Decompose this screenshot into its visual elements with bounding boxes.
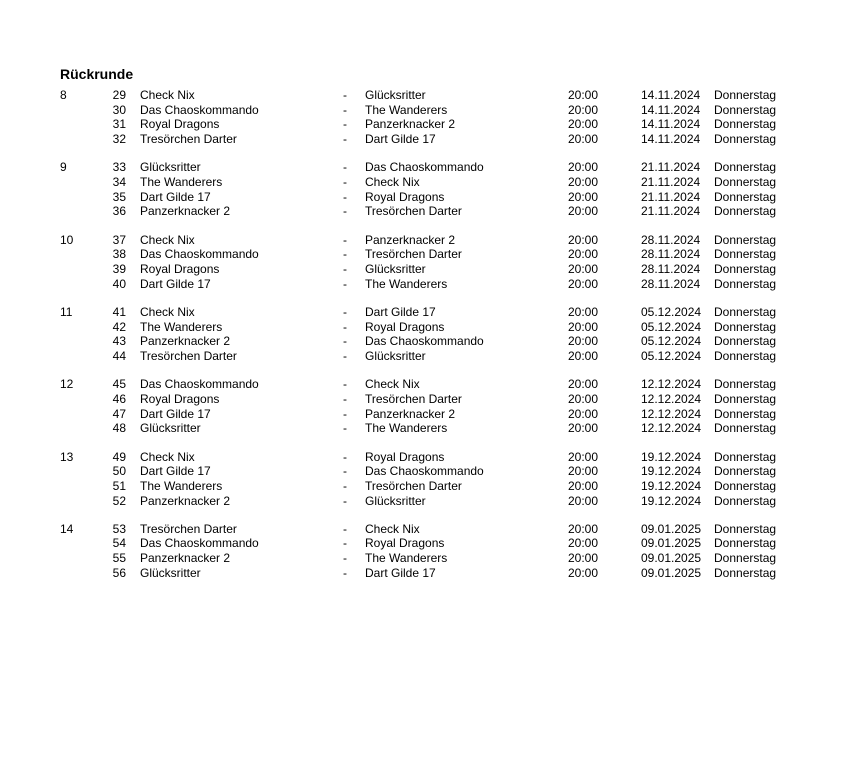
- away-team: Panzerknacker 2: [365, 232, 456, 247]
- match-row: [0, 233, 860, 248]
- match-row: [0, 277, 860, 292]
- match-date: 19.12.2024: [641, 449, 702, 464]
- match-time: 20:00: [568, 88, 599, 102]
- match-row: [0, 334, 860, 349]
- versus-separator: -: [343, 377, 347, 392]
- versus-separator: -: [343, 247, 347, 262]
- away-team: The Wanderers: [365, 421, 448, 436]
- match-date: 05.12.2024: [641, 348, 702, 363]
- match-date: 21.11.2024: [641, 160, 701, 175]
- match-row: [0, 349, 860, 364]
- match-number: 44: [112, 348, 126, 363]
- home-team: Dart Gilde 17: [140, 406, 211, 421]
- versus-separator: -: [343, 304, 347, 319]
- match-date: 12.12.2024: [641, 406, 702, 421]
- match-weekday: Donnerstag: [714, 377, 777, 392]
- match-row: [0, 117, 860, 132]
- match-date: 12.12.2024: [641, 421, 702, 436]
- match-weekday: Donnerstag: [714, 565, 777, 580]
- match-time: 20:00: [568, 247, 599, 262]
- match-time: 20:00: [568, 132, 599, 147]
- versus-separator: -: [343, 174, 347, 189]
- match-date: 14.11.2024: [641, 88, 701, 102]
- versus-separator: -: [343, 406, 347, 421]
- match-number: 34: [112, 174, 126, 189]
- home-team: Panzerknacker 2: [140, 334, 231, 349]
- away-team: Panzerknacker 2: [365, 117, 456, 132]
- match-date: 14.11.2024: [641, 102, 701, 117]
- match-date: 28.11.2024: [641, 247, 701, 262]
- match-time: 20:00: [568, 348, 599, 363]
- match-time: 20:00: [568, 493, 599, 508]
- match-number: 30: [112, 102, 126, 117]
- match-time: 20:00: [568, 406, 599, 421]
- match-row: [0, 132, 860, 147]
- versus-separator: -: [343, 117, 347, 132]
- away-team: Dart Gilde 17: [365, 132, 436, 147]
- match-time: 20:00: [568, 377, 599, 392]
- match-number: 54: [112, 536, 126, 551]
- home-team: Check Nix: [140, 232, 195, 247]
- versus-separator: -: [343, 102, 347, 117]
- match-date: 21.11.2024: [641, 204, 701, 219]
- match-weekday: Donnerstag: [714, 160, 777, 175]
- versus-separator: -: [343, 565, 347, 580]
- home-team: Royal Dragons: [140, 117, 220, 132]
- match-number: 45: [112, 377, 126, 392]
- home-team: The Wanderers: [140, 174, 223, 189]
- round-block: [0, 305, 860, 364]
- match-date: 28.11.2024: [641, 276, 701, 291]
- home-team: Das Chaoskommando: [140, 377, 259, 392]
- match-row: [0, 566, 860, 581]
- away-team: Dart Gilde 17: [365, 304, 436, 319]
- away-team: Tresörchen Darter: [365, 391, 462, 406]
- match-number: 55: [112, 551, 126, 566]
- home-team: Dart Gilde 17: [140, 276, 211, 291]
- match-weekday: Donnerstag: [714, 334, 777, 349]
- versus-separator: -: [343, 536, 347, 551]
- away-team: Glücksritter: [365, 493, 426, 508]
- match-date: 12.12.2024: [641, 391, 702, 406]
- home-team: Glücksritter: [140, 421, 201, 436]
- match-number: 48: [112, 421, 126, 436]
- versus-separator: -: [343, 551, 347, 566]
- away-team: Tresörchen Darter: [365, 204, 462, 219]
- home-team: Panzerknacker 2: [140, 493, 231, 508]
- match-row: [0, 305, 860, 320]
- away-team: Dart Gilde 17: [365, 565, 436, 580]
- match-time: 20:00: [568, 189, 599, 204]
- match-date: 21.11.2024: [641, 189, 701, 204]
- match-time: 20:00: [568, 304, 599, 319]
- match-weekday: Donnerstag: [714, 261, 777, 276]
- match-row: [0, 421, 860, 436]
- match-weekday: Donnerstag: [714, 449, 777, 464]
- match-time: 20:00: [568, 319, 599, 334]
- match-weekday: Donnerstag: [714, 493, 777, 508]
- versus-separator: -: [343, 232, 347, 247]
- match-date: 19.12.2024: [641, 464, 702, 479]
- match-date: 14.11.2024: [641, 132, 701, 147]
- match-weekday: Donnerstag: [714, 304, 777, 319]
- match-time: 20:00: [568, 102, 599, 117]
- home-team: Dart Gilde 17: [140, 464, 211, 479]
- spieltag-number: 11: [60, 304, 73, 319]
- away-team: Glücksritter: [365, 348, 426, 363]
- away-team: Tresörchen Darter: [365, 247, 462, 262]
- match-number: 56: [112, 565, 126, 580]
- match-date: 09.01.2025: [641, 536, 702, 551]
- match-number: 33: [112, 160, 126, 175]
- spieltag-number: 13: [60, 449, 74, 464]
- round-block: [0, 522, 860, 581]
- spieltag-number: 10: [60, 232, 74, 247]
- away-team: Das Chaoskommando: [365, 464, 484, 479]
- home-team: Royal Dragons: [140, 391, 220, 406]
- round-block: [0, 88, 860, 147]
- versus-separator: -: [343, 521, 347, 536]
- home-team: Royal Dragons: [140, 261, 220, 276]
- match-number: 46: [112, 391, 126, 406]
- match-row: [0, 392, 860, 407]
- away-team: Royal Dragons: [365, 189, 445, 204]
- match-number: 29: [112, 88, 126, 102]
- match-weekday: Donnerstag: [714, 391, 777, 406]
- match-number: 37: [112, 232, 126, 247]
- match-date: 09.01.2025: [641, 565, 702, 580]
- match-row: [0, 262, 860, 277]
- match-number: 42: [112, 319, 126, 334]
- versus-separator: -: [343, 160, 347, 175]
- away-team: Panzerknacker 2: [365, 406, 456, 421]
- match-time: 20:00: [568, 334, 599, 349]
- match-weekday: Donnerstag: [714, 464, 777, 479]
- match-weekday: Donnerstag: [714, 132, 777, 147]
- match-time: 20:00: [568, 551, 599, 566]
- match-row: [0, 175, 860, 190]
- away-team: Royal Dragons: [365, 319, 445, 334]
- match-row: [0, 247, 860, 262]
- versus-separator: -: [343, 189, 347, 204]
- match-row: [0, 407, 860, 422]
- away-team: Tresörchen Darter: [365, 478, 462, 493]
- match-number: 31: [112, 117, 126, 132]
- spieltag-number: 9: [60, 160, 67, 175]
- match-time: 20:00: [568, 464, 599, 479]
- versus-separator: -: [343, 261, 347, 276]
- match-row: [0, 551, 860, 566]
- round-block: [0, 233, 860, 292]
- away-team: Das Chaoskommando: [365, 334, 484, 349]
- match-date: 12.12.2024: [641, 377, 702, 392]
- match-time: 20:00: [568, 421, 599, 436]
- match-weekday: Donnerstag: [714, 117, 777, 132]
- home-team: The Wanderers: [140, 478, 223, 493]
- home-team: Glücksritter: [140, 160, 201, 175]
- match-weekday: Donnerstag: [714, 174, 777, 189]
- versus-separator: -: [343, 319, 347, 334]
- home-team: Check Nix: [140, 449, 195, 464]
- away-team: The Wanderers: [365, 276, 448, 291]
- versus-separator: -: [343, 478, 347, 493]
- section-title: Rückrunde: [60, 66, 134, 82]
- versus-separator: -: [343, 276, 347, 291]
- round-block: [0, 160, 860, 219]
- versus-separator: -: [343, 391, 347, 406]
- match-row: [0, 103, 860, 118]
- match-row: [0, 536, 860, 551]
- match-date: 05.12.2024: [641, 304, 702, 319]
- away-team: Check Nix: [365, 174, 420, 189]
- match-row: [0, 450, 860, 465]
- match-weekday: Donnerstag: [714, 406, 777, 421]
- match-weekday: Donnerstag: [714, 189, 777, 204]
- match-number: 38: [112, 247, 126, 262]
- match-number: 49: [112, 449, 126, 464]
- match-number: 43: [112, 334, 126, 349]
- away-team: The Wanderers: [365, 102, 448, 117]
- spieltag-number: 8: [60, 88, 67, 102]
- match-weekday: Donnerstag: [714, 536, 777, 551]
- match-weekday: Donnerstag: [714, 478, 777, 493]
- match-date: 19.12.2024: [641, 493, 702, 508]
- match-date: 21.11.2024: [641, 174, 701, 189]
- home-team: Panzerknacker 2: [140, 551, 231, 566]
- match-time: 20:00: [568, 117, 599, 132]
- match-number: 52: [112, 493, 126, 508]
- match-number: 47: [112, 406, 126, 421]
- versus-separator: -: [343, 88, 347, 102]
- match-time: 20:00: [568, 391, 599, 406]
- round-block: [0, 450, 860, 509]
- match-weekday: Donnerstag: [714, 276, 777, 291]
- spieltag-number: 14: [60, 521, 74, 536]
- match-number: 51: [112, 478, 126, 493]
- match-date: 28.11.2024: [641, 232, 701, 247]
- home-team: The Wanderers: [140, 319, 223, 334]
- match-date: 05.12.2024: [641, 334, 702, 349]
- home-team: Das Chaoskommando: [140, 536, 259, 551]
- match-row: [0, 522, 860, 537]
- away-team: Check Nix: [365, 377, 420, 392]
- match-time: 20:00: [568, 276, 599, 291]
- match-time: 20:00: [568, 565, 599, 580]
- match-number: 40: [112, 276, 126, 291]
- home-team: Dart Gilde 17: [140, 189, 211, 204]
- match-date: 19.12.2024: [641, 478, 702, 493]
- match-row: [0, 160, 860, 175]
- home-team: Panzerknacker 2: [140, 204, 231, 219]
- home-team: Glücksritter: [140, 565, 201, 580]
- match-time: 20:00: [568, 261, 599, 276]
- home-team: Tresörchen Darter: [140, 132, 237, 147]
- away-team: Royal Dragons: [365, 536, 445, 551]
- home-team: Das Chaoskommando: [140, 247, 259, 262]
- match-weekday: Donnerstag: [714, 88, 777, 102]
- match-time: 20:00: [568, 160, 599, 175]
- match-date: 28.11.2024: [641, 261, 701, 276]
- match-row: [0, 320, 860, 335]
- match-row: [0, 88, 860, 103]
- away-team: Glücksritter: [365, 261, 426, 276]
- versus-separator: -: [343, 348, 347, 363]
- versus-separator: -: [343, 334, 347, 349]
- match-row: [0, 464, 860, 479]
- match-row: [0, 190, 860, 205]
- away-team: Royal Dragons: [365, 449, 445, 464]
- match-weekday: Donnerstag: [714, 102, 777, 117]
- match-date: 09.01.2025: [641, 521, 702, 536]
- match-number: 50: [112, 464, 126, 479]
- match-weekday: Donnerstag: [714, 551, 777, 566]
- match-row: [0, 479, 860, 494]
- match-number: 32: [112, 132, 126, 147]
- away-team: Das Chaoskommando: [365, 160, 484, 175]
- match-time: 20:00: [568, 232, 599, 247]
- match-weekday: Donnerstag: [714, 247, 777, 262]
- home-team: Check Nix: [140, 304, 195, 319]
- round-block: [0, 377, 860, 436]
- match-number: 36: [112, 204, 126, 219]
- home-team: Tresörchen Darter: [140, 521, 237, 536]
- match-weekday: Donnerstag: [714, 521, 777, 536]
- match-weekday: Donnerstag: [714, 319, 777, 334]
- versus-separator: -: [343, 204, 347, 219]
- match-row: [0, 494, 860, 509]
- match-weekday: Donnerstag: [714, 348, 777, 363]
- match-number: 53: [112, 521, 126, 536]
- match-date: 09.01.2025: [641, 551, 702, 566]
- versus-separator: -: [343, 464, 347, 479]
- match-date: 14.11.2024: [641, 117, 701, 132]
- match-number: 39: [112, 261, 126, 276]
- home-team: Das Chaoskommando: [140, 102, 259, 117]
- versus-separator: -: [343, 421, 347, 436]
- match-weekday: Donnerstag: [714, 421, 777, 436]
- match-time: 20:00: [568, 536, 599, 551]
- match-row: [0, 204, 860, 219]
- match-number: 41: [112, 304, 126, 319]
- match-row: [0, 377, 860, 392]
- match-time: 20:00: [568, 521, 599, 536]
- versus-separator: -: [343, 493, 347, 508]
- away-team: Check Nix: [365, 521, 420, 536]
- match-number: 35: [112, 189, 126, 204]
- match-time: 20:00: [568, 478, 599, 493]
- match-time: 20:00: [568, 174, 599, 189]
- versus-separator: -: [343, 132, 347, 147]
- spieltag-number: 12: [60, 377, 74, 392]
- away-team: Glücksritter: [365, 88, 426, 102]
- match-time: 20:00: [568, 449, 599, 464]
- home-team: Check Nix: [140, 88, 195, 102]
- versus-separator: -: [343, 449, 347, 464]
- home-team: Tresörchen Darter: [140, 348, 237, 363]
- match-date: 05.12.2024: [641, 319, 702, 334]
- match-time: 20:00: [568, 204, 599, 219]
- away-team: The Wanderers: [365, 551, 448, 566]
- match-weekday: Donnerstag: [714, 204, 777, 219]
- match-weekday: Donnerstag: [714, 232, 777, 247]
